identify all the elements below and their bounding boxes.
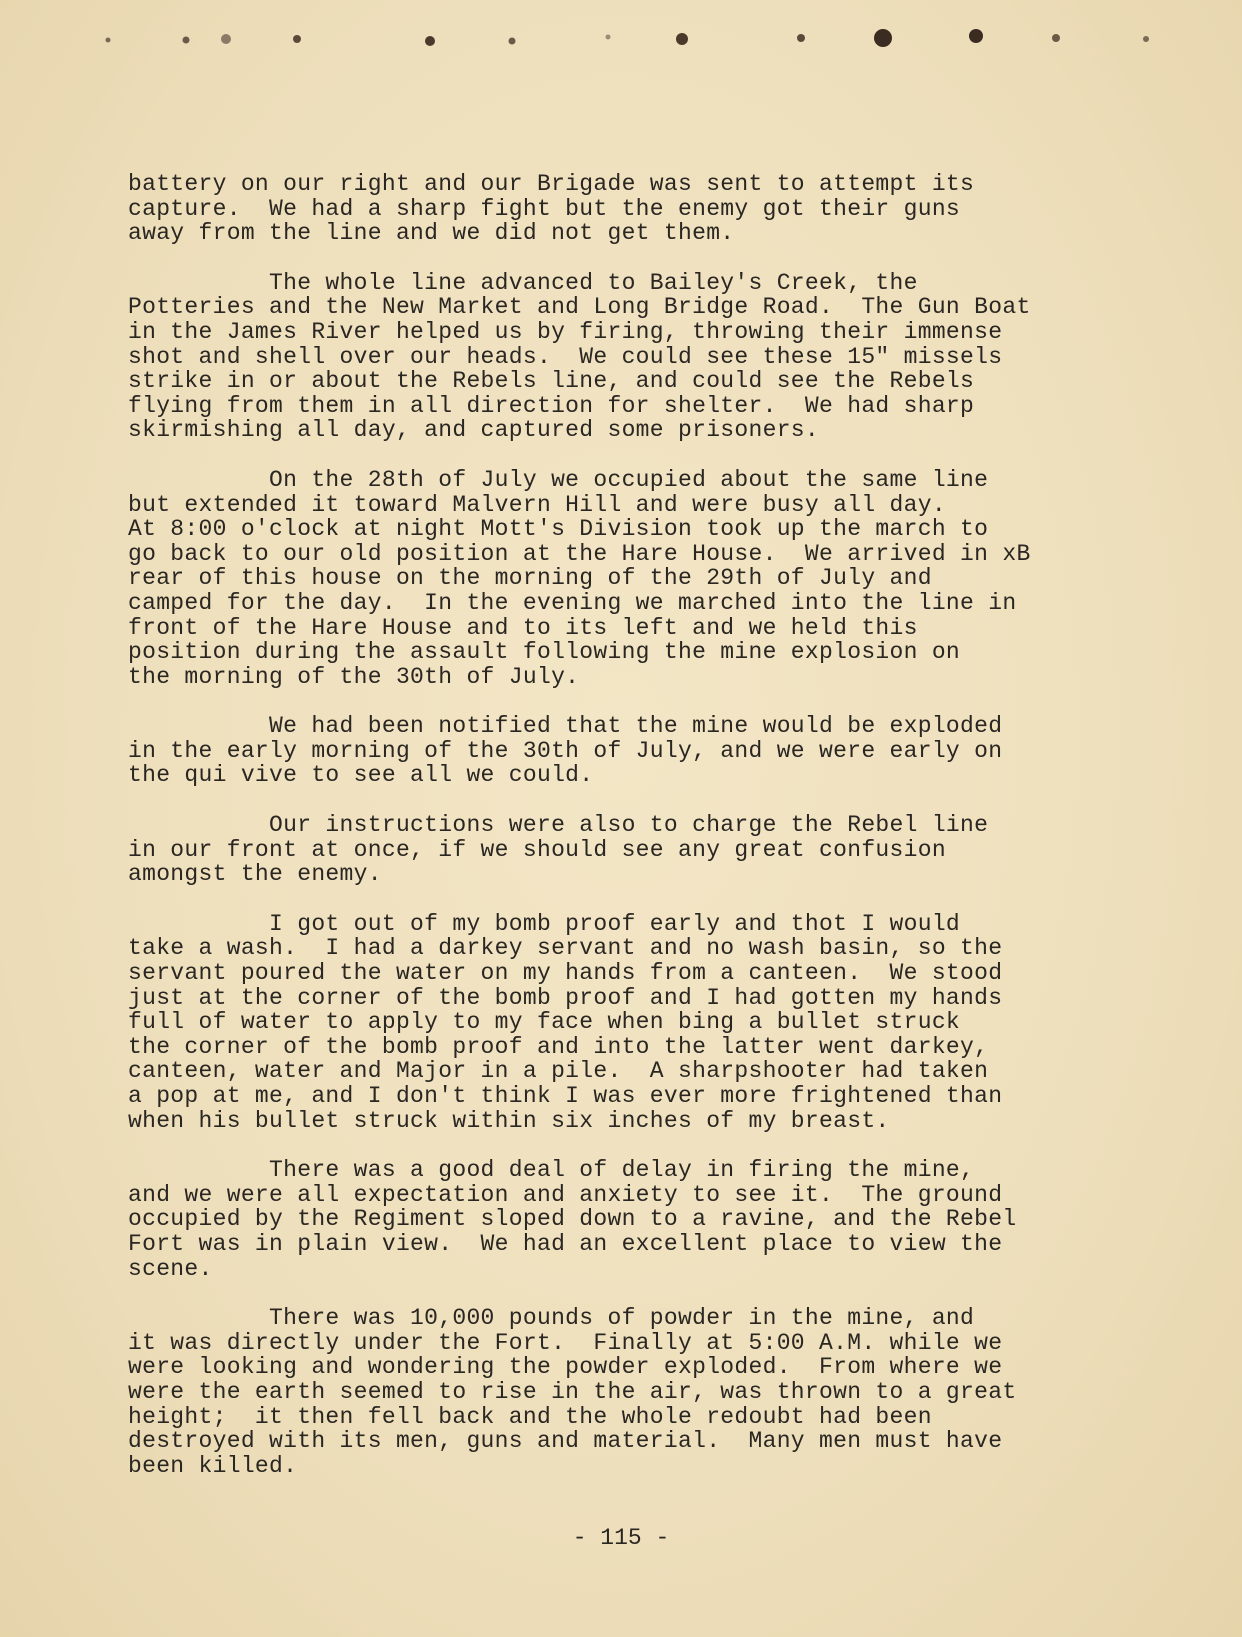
punch-hole: [293, 35, 301, 43]
page-number: - 115 -: [572, 1525, 670, 1551]
paragraph-7: There was a good deal of delay in firing the mine, and we were all expectation and anxiety to see it. The ground occupied by the Regiment sloped down to a ravine, and the Rebel Fort was in plain view. We had an excellent place to view the scene.: [128, 1157, 1017, 1282]
punch-hole: [969, 29, 983, 43]
punch-hole: [676, 33, 688, 45]
punch-hole: [509, 38, 516, 45]
typed-text-body: [128, 172, 1088, 1503]
paragraph-3: On the 28th of July we occupied about the same line but extended it toward Malvern Hill and were busy all day. At 8:00 o'clock at night Mott's Division took up the march to go back to our old position at the Hare House. We arrived in xB rear of this house on the morning of the 29th of July and camped for the day. In the evening we marched into the line in front of the Hare House and to its left and we held this position during the assault following the mine explosion on the morning of the 30th of July.: [128, 466, 1031, 690]
paragraph-4: We had been notified that the mine would be exploded in the early morning of the 30th of July, and we were early on the qui vive to see all we could.: [128, 713, 1003, 789]
punch-hole: [183, 37, 190, 44]
punch-hole: [1052, 34, 1060, 42]
punch-hole: [606, 35, 611, 40]
punch-hole: [874, 29, 892, 47]
paragraph-5: Our instructions were also to charge the Rebel line in our front at once, if we should see any great confusion amongst the enemy.: [128, 812, 989, 888]
punch-hole: [1143, 36, 1149, 42]
binder-holes: [0, 22, 1242, 62]
punch-hole: [106, 38, 111, 43]
punch-hole: [425, 36, 435, 46]
paragraph-6: I got out of my bomb proof early and thot I would take a wash. I had a darkey servant and no wash basin, so the servant poured the water on my hands from a canteen. We stood just at the corner of the bomb proof and I had gotten my hands full of water to apply to my face when bing a bullet struck the corner of the bomb proof and into the latter went darkey, canteen, water and Major in a pile. A sharpshooter had taken a pop at me, and I don't think I was ever more frightened than when his bullet struck within six inches of my breast.: [128, 910, 1003, 1134]
punch-hole: [797, 34, 805, 42]
punch-hole: [221, 34, 231, 44]
paragraph-1: battery on our right and our Brigade was sent to attempt its capture. We had a sharp fight but the enemy got their guns away from the line and we did not get them.: [128, 171, 975, 247]
paragraph-2: The whole line advanced to Bailey's Creek, the Potteries and the New Market and Long Bridge Road. The Gun Boat in the James River helped us by firing, throwing their immense shot and shell over our heads. We could see these 15" missels strike in or about the Rebels line, and could see the Rebels flying from them in all direction for shelter. We had sharp skirmishing all day, and captured some prisoners.: [128, 269, 1031, 444]
paragraph-8: There was 10,000 pounds of powder in the mine, and it was directly under the Fort. Finally at 5:00 A.M. while we were looking and wondering the powder exploded. From where we were the earth seemed to rise in the air, was thrown to a great height; it then fell back and the whole redoubt had been destroyed with its men, guns and material. Many men must have been killed.: [128, 1305, 1017, 1479]
